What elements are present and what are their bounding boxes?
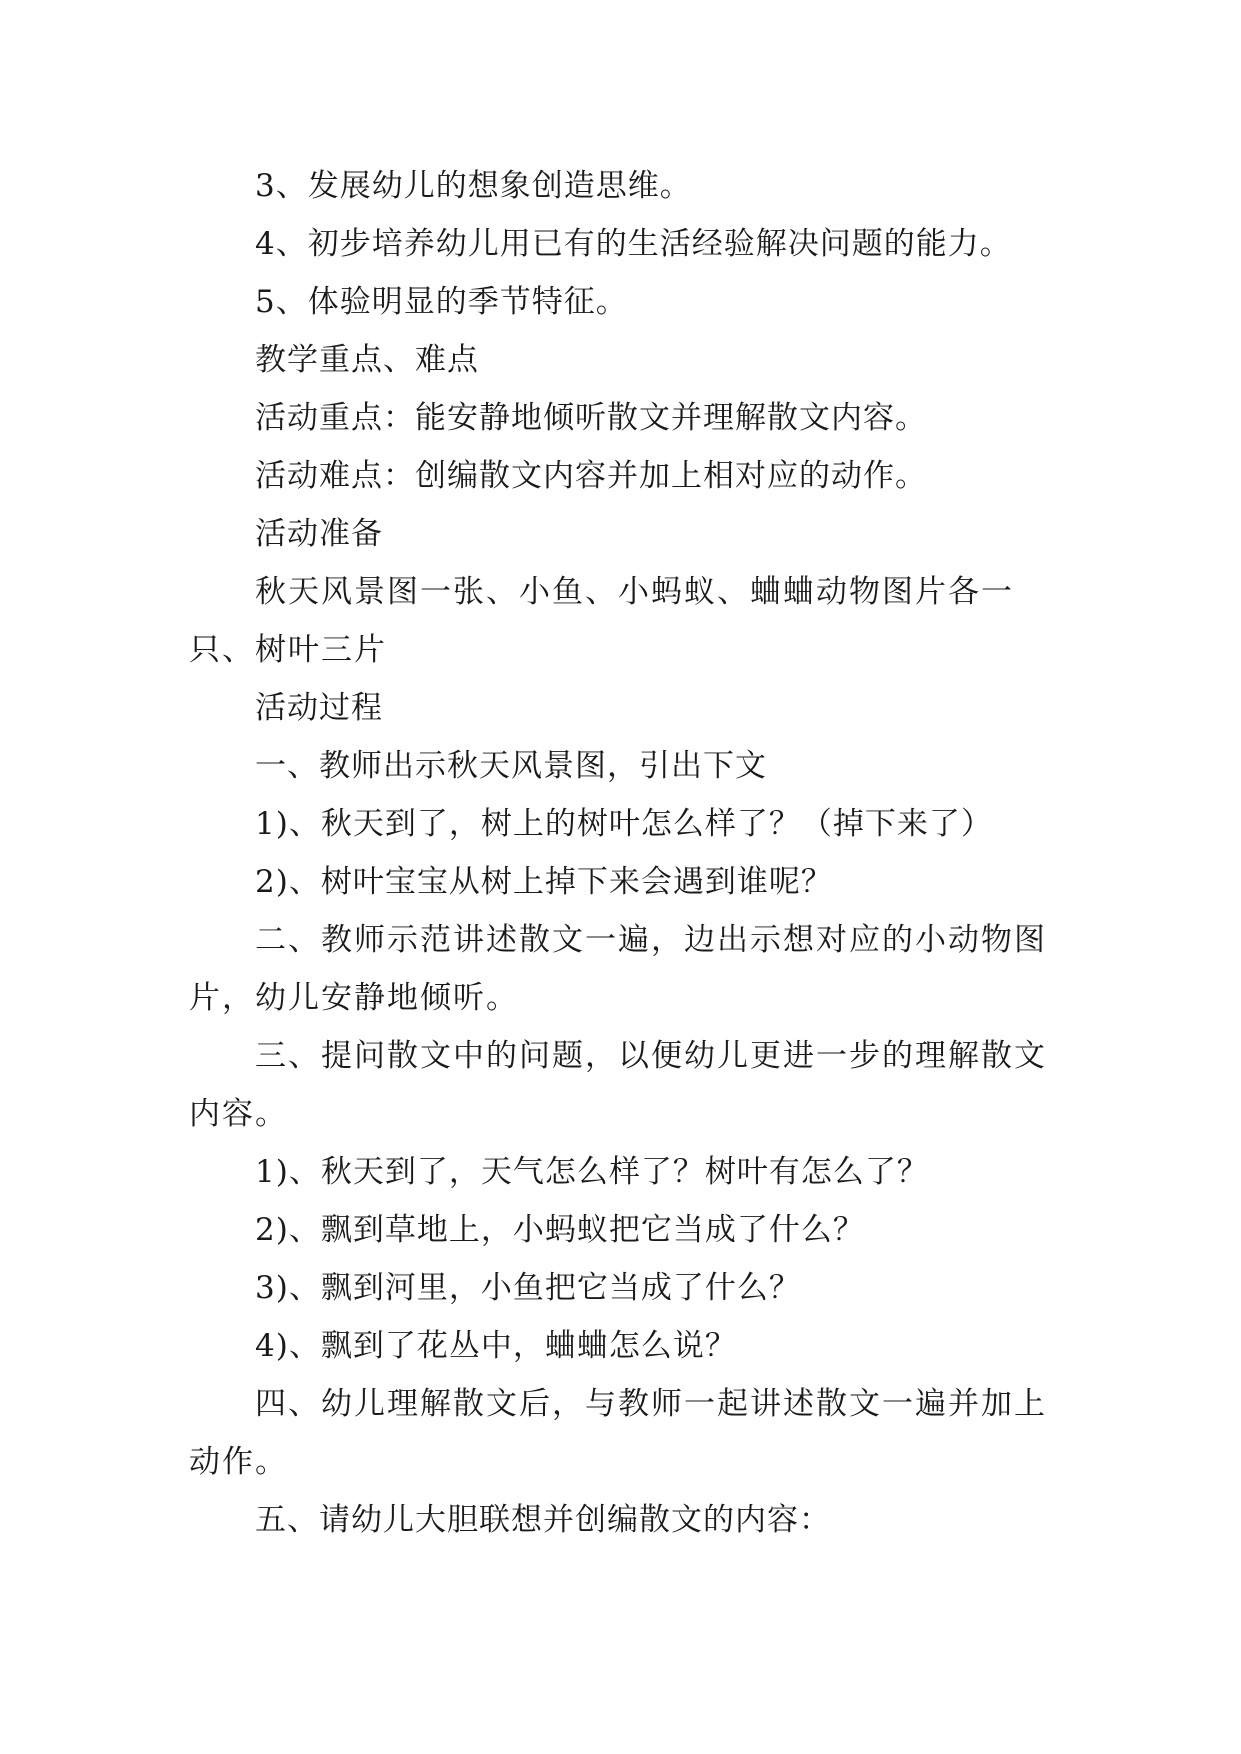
paragraph-question-1-2: 2)、树叶宝宝从树上掉下来会遇到谁呢？ (255, 864, 833, 900)
paragraph-activity-difficulty: 活动难点：创编散文内容并加上相对应的动作。 (255, 458, 927, 494)
paragraph-question-3-4: 4)、飘到了花丛中，蛐蛐怎么说？ (255, 1328, 737, 1364)
paragraph-step-4: 四、幼儿理解散文后，与教师一起讲述散文一遍并加上动作。 (189, 1386, 1047, 1480)
paragraph-question-3-2: 2)、飘到草地上，小蚂蚁把它当成了什么？ (255, 1212, 865, 1248)
paragraph-goal-3: 3、发展幼儿的想象创造思维。 (255, 168, 692, 204)
paragraph-activity-focus: 活动重点：能安静地倾听散文并理解散文内容。 (255, 400, 927, 436)
paragraph-question-3-3: 3)、飘到河里，小鱼把它当成了什么？ (255, 1270, 801, 1306)
paragraph-goal-4: 4、初步培养幼儿用已有的生活经验解决问题的能力。 (255, 226, 1012, 262)
paragraph-step-1: 一、教师出示秋天风景图，引出下文 (255, 748, 767, 784)
paragraph-goal-5: 5、体验明显的季节特征。 (255, 284, 628, 320)
heading-process: 活动过程 (255, 690, 383, 726)
heading-preparation: 活动准备 (255, 516, 383, 552)
paragraph-question-3-1: 1)、秋天到了，天气怎么样了？树叶有怎么了？ (255, 1154, 929, 1190)
paragraph-step-5: 五、请幼儿大胆联想并创编散文的内容： (255, 1502, 831, 1538)
paragraph-step-2: 二、教师示范讲述散文一遍，边出示想对应的小动物图片，幼儿安静地倾听。 (189, 922, 1047, 1016)
paragraph-step-3: 三、提问散文中的问题，以便幼儿更进一步的理解散文内容。 (189, 1038, 1047, 1132)
document-body (189, 157, 1051, 1549)
paragraph-question-1-1: 1)、秋天到了，树上的树叶怎么样了？（掉下来了） (255, 806, 993, 842)
heading-key-points: 教学重点、难点 (255, 342, 479, 378)
paragraph-materials: 秋天风景图一张、小鱼、小蚂蚁、蛐蛐动物图片各一只、树叶三片 (189, 574, 1014, 668)
